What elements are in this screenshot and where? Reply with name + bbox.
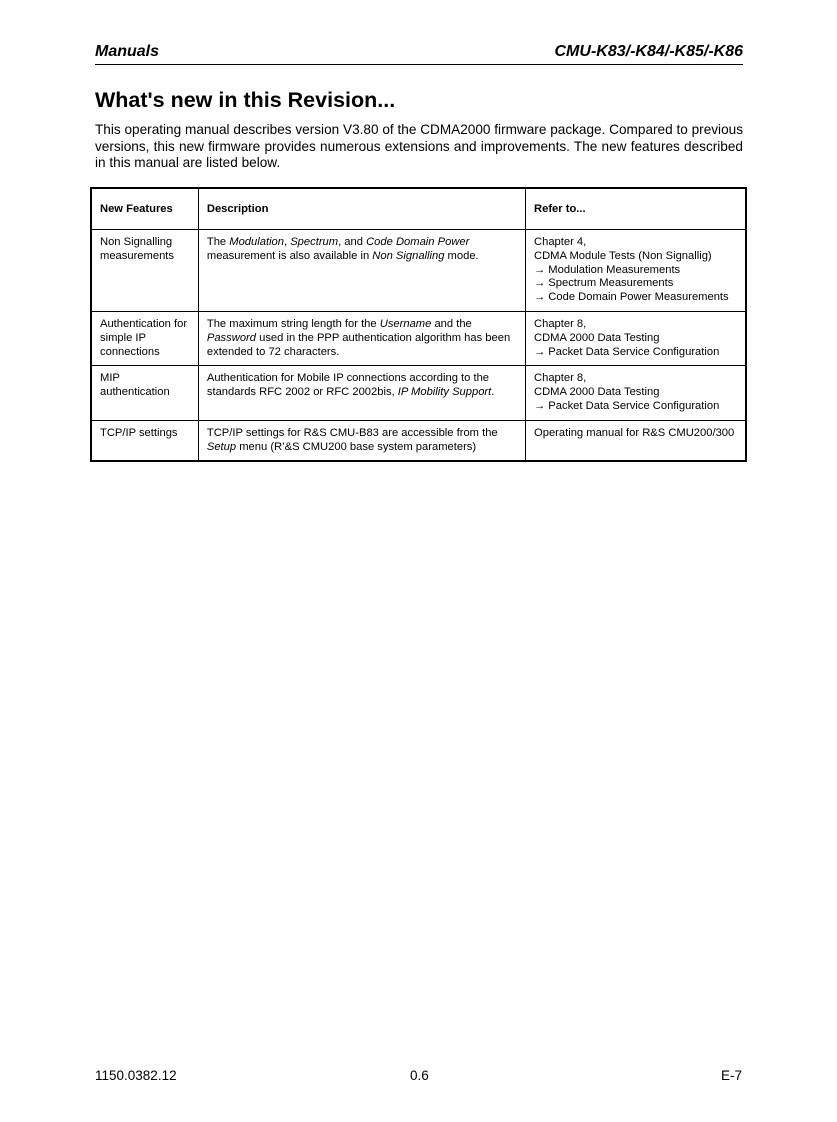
header-model: CMU-K83/-K84/-K85/-K86 bbox=[554, 43, 743, 60]
feature-cell: TCP/IP settings bbox=[91, 420, 198, 461]
description-emphasis: Non Signalling bbox=[372, 249, 445, 262]
description-cell bbox=[198, 420, 525, 461]
description-cell bbox=[198, 311, 525, 365]
description-text: TCP/IP settings for R&S CMU-B83 are accessible from the bbox=[206, 426, 498, 439]
description-emphasis: Setup bbox=[206, 440, 237, 453]
description-text: mode. bbox=[444, 249, 479, 262]
header-manuals: Manuals bbox=[95, 43, 160, 60]
feature-cell: MIP authentication bbox=[91, 366, 198, 420]
refer-line: CDMA 2000 Data Testing bbox=[534, 386, 660, 399]
refer-line: Chapter 8, bbox=[534, 317, 587, 330]
table-row bbox=[91, 230, 746, 312]
refer-cell bbox=[526, 420, 746, 461]
description-text: used in the PPP authentication algorithm has been extended to 72 characters. bbox=[206, 331, 511, 358]
description-text: . bbox=[491, 386, 495, 399]
refer-cell bbox=[526, 311, 746, 365]
description-text: , and bbox=[338, 236, 367, 248]
refer-line: → Code Domain Power Measurements bbox=[534, 291, 729, 304]
refer-line: → Modulation Measurements bbox=[534, 263, 681, 276]
table-body bbox=[91, 230, 746, 462]
description-text: The bbox=[206, 236, 230, 248]
description-text: menu (R’&S CMU200 base system parameters) bbox=[236, 440, 477, 453]
table-header-row bbox=[91, 188, 746, 230]
footer-version: 0.6 bbox=[410, 1068, 429, 1083]
table-row bbox=[91, 311, 746, 365]
description-text: and the bbox=[431, 317, 472, 330]
refer-line: Operating manual for R&S CMU200/300 bbox=[534, 426, 735, 439]
description-cell bbox=[198, 230, 525, 312]
description-text: The maximum string length for the bbox=[206, 317, 380, 330]
intro-paragraph: This operating manual describes version V3.80 of the CDMA2000 firmware package. Compared to previous versions, this new firmware provides numerous extensions and improvements. The new features described in this manual are listed below. bbox=[95, 122, 743, 170]
refer-line: Chapter 8, bbox=[534, 372, 587, 385]
description-emphasis: Password bbox=[206, 331, 256, 344]
page-header bbox=[95, 42, 743, 65]
description-emphasis: IP Mobility Support bbox=[397, 386, 492, 399]
refer-cell bbox=[526, 230, 746, 312]
footer-page-number: E-7 bbox=[720, 1068, 742, 1083]
description-emphasis: Modulation bbox=[229, 236, 284, 248]
description-text: measurement is also available in bbox=[206, 249, 373, 262]
footer-doc-number: 1150.0382.12 bbox=[95, 1068, 177, 1083]
refer-line: → Packet Data Service Configuration bbox=[534, 345, 720, 358]
page-title: What's new in this Revision... bbox=[95, 88, 396, 112]
description-emphasis: Spectrum bbox=[290, 236, 339, 248]
refer-cell bbox=[526, 366, 746, 420]
description-emphasis: Code Domain Power bbox=[366, 236, 470, 248]
refer-line: CDMA 2000 Data Testing bbox=[534, 331, 660, 344]
refer-line: → Spectrum Measurements bbox=[534, 277, 674, 290]
header-new-features: New Features bbox=[91, 188, 198, 230]
refer-line: Chapter 4, bbox=[534, 236, 587, 248]
header-refer-to: Refer to... bbox=[526, 188, 746, 230]
header-description: Description bbox=[198, 188, 525, 230]
refer-line: → Packet Data Service Configuration bbox=[534, 399, 720, 412]
feature-cell: Authentication for simple IP connections bbox=[91, 311, 198, 365]
description-emphasis: Username bbox=[379, 317, 432, 330]
feature-cell: Non Signalling measurements bbox=[91, 230, 198, 312]
description-cell bbox=[198, 366, 525, 420]
refer-line: CDMA Module Tests (Non Signallig) bbox=[534, 249, 712, 262]
table-row bbox=[91, 366, 746, 420]
description-text: Authentication for Mobile IP connections according to the standards RFC 2002 or RFC 2002bis, bbox=[206, 372, 490, 399]
table-row bbox=[91, 420, 746, 461]
features-table bbox=[90, 187, 747, 462]
description-text: , bbox=[284, 236, 291, 248]
